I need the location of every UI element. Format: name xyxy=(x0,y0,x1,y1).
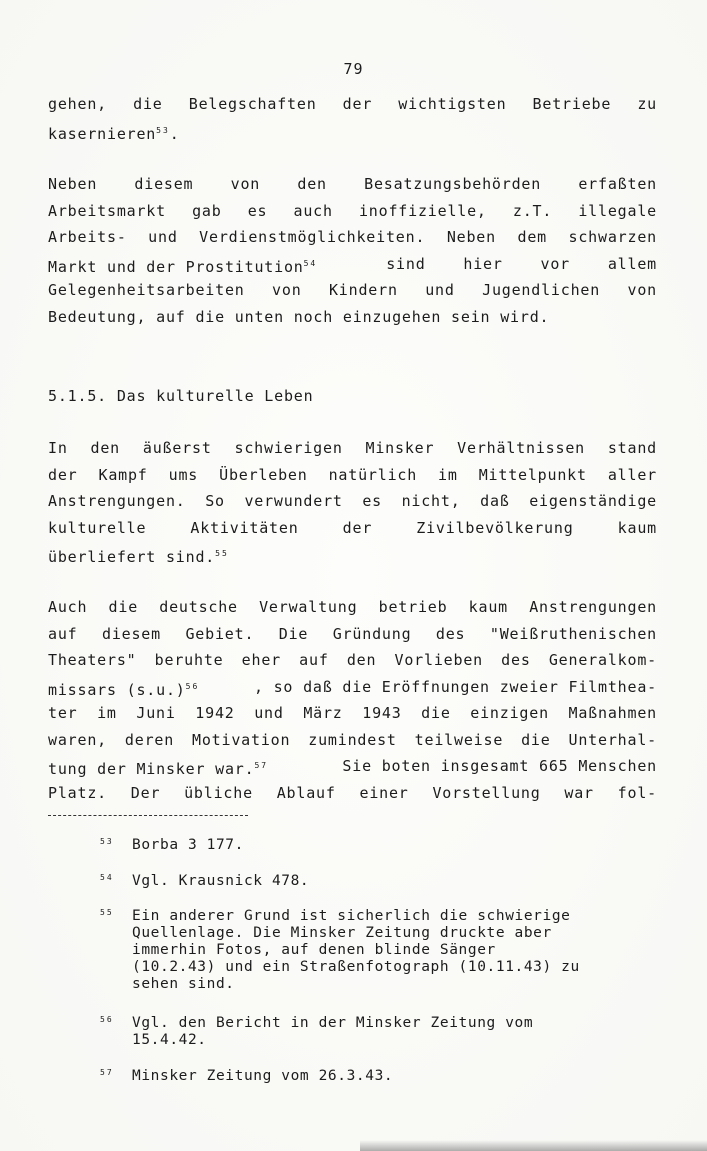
paragraph-line: Anstrengungen. So verwundert es nicht, daß eigenständige xyxy=(48,492,657,510)
footnote-mark: 55 xyxy=(100,908,114,917)
footnote-56 xyxy=(100,1015,660,1049)
footnote-line: sehen sind. xyxy=(132,976,235,992)
paragraph-line: Arbeits- und Verdienstmöglichkeiten. Neben dem schwarzen xyxy=(48,228,657,246)
footnote-line: (10.2.43) und ein Straßenfotograph (10.11.43) zu xyxy=(132,959,580,975)
footnote-line: Quellenlage. Die Minsker Zeitung druckte aber xyxy=(132,925,552,941)
paragraph-line: Arbeitsmarkt gab es auch inoffizielle, z.T. illegale xyxy=(48,201,657,220)
footnote-ref: 56 xyxy=(185,681,200,691)
paragraph-line: überliefert sind.$^{55}$ xyxy=(48,548,229,566)
paragraph-line: waren, deren Motivation zumindest teilweise die Unterhal- xyxy=(48,730,657,749)
section-heading: 5.1.5. Das kulturelle Leben xyxy=(48,387,314,405)
footnote-line: immerhin Fotos, auf denen blinde Sänger xyxy=(132,942,496,958)
paragraph-3 xyxy=(48,435,657,568)
paragraph-line: missars (s.u.)$^{56}$ , so daß die Eröffnungen zweier Filmthea- xyxy=(48,677,657,699)
footnote-55 xyxy=(100,908,660,993)
footnote-mark: 56 xyxy=(100,1015,114,1024)
footnote-line: 15.4.42. xyxy=(132,1032,207,1048)
footnote-line: Ein anderer Grund ist sicherlich die schwierige xyxy=(132,908,571,924)
paragraph-line: Markt und der Prostitution$^{54}$ sind hier vor allem xyxy=(48,254,657,276)
footnote-text: Vgl. Krausnick 478. xyxy=(132,873,310,889)
footnote-ref: 53 xyxy=(156,125,170,135)
paragraph-line: Auch die deutsche Verwaltung betrieb kaum Anstrengungen xyxy=(48,598,657,616)
footnote-mark: 53 xyxy=(100,837,114,846)
paragraph-line: Neben diesem von den Besatzungsbehörden erfaßten xyxy=(48,175,657,193)
footnote-57 xyxy=(100,1068,660,1085)
footnote-ref: 57 xyxy=(254,761,269,770)
paragraph-line: Platz. Der übliche Ablauf einer Vorstellung war fol- xyxy=(48,783,657,802)
footnote-mark: 54 xyxy=(100,873,114,882)
paragraph-1 xyxy=(48,91,657,144)
paragraph-line: der Kampf ums Überleben natürlich im Mittelpunkt aller xyxy=(48,465,657,484)
footnote-mark: 57 xyxy=(100,1068,114,1077)
footnote-54 xyxy=(100,873,660,890)
footnote-separator xyxy=(48,815,248,816)
footnote-ref: 54 xyxy=(303,258,318,268)
paragraph-line: auf diesem Gebiet. Die Gründung des "Weißruthenischen xyxy=(48,624,657,643)
footnote-line: Vgl. den Bericht in der Minsker Zeitung vom xyxy=(132,1015,534,1031)
paragraph-line: ter im Juni 1942 und März 1943 die einzigen Maßnahmen xyxy=(48,704,657,722)
paragraph-line: gehen, die Belegschaften der wichtigsten Betriebe zu xyxy=(48,95,657,113)
paragraph-line: tung der Minsker war.$^{57}$ Sie boten insgesamt 665 Menschen xyxy=(48,757,657,778)
paragraph-2 xyxy=(48,171,657,330)
footnote-text: Borba 3 177. xyxy=(132,837,244,853)
paragraph-line: Gelegenheitsarbeiten von Kindern und Jugendlichen von xyxy=(48,281,657,299)
paragraph-line: Bedeutung, auf die unten noch einzugehen sein wird. xyxy=(48,307,550,326)
footnote-53 xyxy=(100,837,660,854)
paragraph-4 xyxy=(48,594,657,806)
footnote-ref: 55 xyxy=(215,549,229,558)
paragraph-line: kasernieren$^{53}$. xyxy=(48,124,180,143)
paragraph-line: In den äußerst schwierigen Minsker Verhältnissen stand xyxy=(48,439,657,457)
scan-shadow xyxy=(360,1140,707,1151)
page-number: 79 xyxy=(343,60,364,78)
footnote-text: Minsker Zeitung vom 26.3.43. xyxy=(132,1068,394,1084)
paragraph-line: Theaters" beruhte eher auf den Vorlieben des Generalkom- xyxy=(48,651,657,669)
paragraph-line: kulturelle Aktivitäten der Zivilbevölkerung kaum xyxy=(48,518,657,537)
